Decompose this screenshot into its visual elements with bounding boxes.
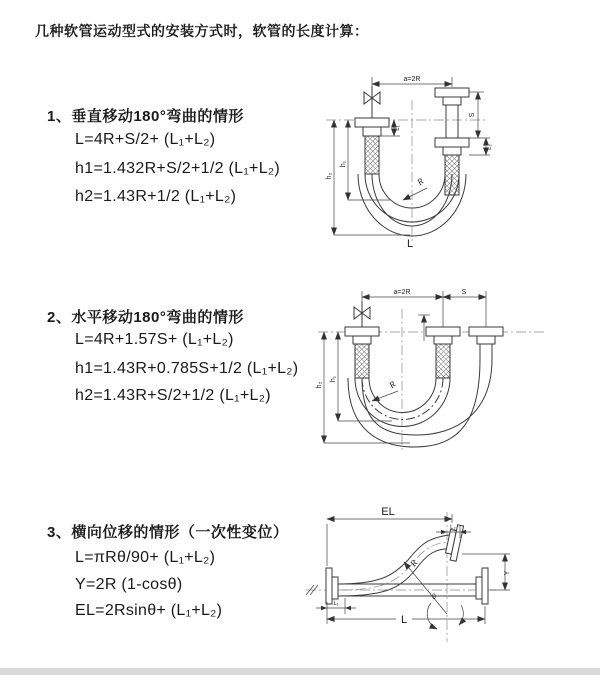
section2-formula-h1: h1=1.43R+0.785S+1/2 (L₁+L₂) <box>75 360 299 377</box>
hose-curves <box>348 359 492 447</box>
braided-hose-section <box>355 344 369 378</box>
diagram1-svg <box>318 72 496 252</box>
s-curve-hose <box>338 535 451 596</box>
dim-l2-label: L₂ <box>450 525 456 531</box>
flange <box>435 88 469 105</box>
flange <box>435 138 469 155</box>
length-label: L <box>406 238 414 250</box>
flange <box>426 327 460 344</box>
section3-heading: 3、横向位移的情形（一次性变位） <box>47 524 289 541</box>
centerlines <box>326 100 488 244</box>
page-bottom-edge <box>0 668 600 675</box>
diagram2-svg <box>312 285 595 457</box>
dim-y-label: Y <box>504 570 511 576</box>
section2-heading: 2、水平移动180°弯曲的情形 <box>47 309 244 326</box>
section2-formula-h2: h2=1.43R+S/2+1/2 (L₁+L₂) <box>75 387 271 404</box>
dim-a2r-label: a=2R <box>403 76 421 83</box>
dimensions <box>326 76 493 250</box>
page-title: 几种软管运动型式的安装方式时，软管的长度计算： <box>35 23 369 39</box>
section1-formula-L: L=4R+S/2+ (L₁+L₂) <box>75 131 216 148</box>
dim-el-label: EL <box>381 506 395 518</box>
dim-h1-label: h₁ <box>330 375 337 383</box>
dim-a2r-label: a=2R <box>393 289 411 296</box>
braided-hose-section <box>365 136 379 174</box>
dim-l2-label: L₂ <box>487 144 493 150</box>
dim-h1-label: h₁ <box>340 160 347 168</box>
section1-heading: 1、垂直移动180°弯曲的情形 <box>47 108 244 125</box>
section3-formula-L: L=πRθ/90+ (L₁+L₂) <box>75 549 216 566</box>
dim-l1-label: L₁ <box>395 125 401 131</box>
length-label: L <box>400 614 408 626</box>
left-flange <box>326 568 338 604</box>
section1-formula-h2: h2=1.43R+1/2 (L₁+L₂) <box>75 188 237 205</box>
dim-h2-label: h₂ <box>326 172 333 180</box>
left-pipe <box>355 86 389 174</box>
section3-formula-EL: EL=2Rsinθ+ (L₁+L₂) <box>75 602 223 619</box>
diagram-vertical-180-bend <box>318 72 496 257</box>
radius-label: R <box>387 378 398 391</box>
right-flange <box>476 568 488 604</box>
section3-formula-Y: Y=2R (1-cosθ) <box>75 576 183 593</box>
angle-theta-label: θ <box>432 594 436 601</box>
section2-formula-L: L=4R+1.57S+ (L₁+L₂) <box>75 331 234 348</box>
dim-h2-label: h₂ <box>316 381 323 389</box>
flange <box>469 327 503 344</box>
dim-s-label: S <box>461 289 467 296</box>
braided-hose-section <box>436 344 450 378</box>
flange <box>345 327 379 344</box>
middle-pipe <box>426 327 460 378</box>
dim-s-label: S <box>469 112 476 118</box>
diagram3-svg <box>300 502 595 667</box>
section1-formula-h1: h1=1.432R+S/2+1/2 (L₁+L₂) <box>75 160 281 177</box>
dimensions <box>316 289 486 443</box>
radius-label: R <box>415 175 426 188</box>
diagram-lateral-displacement <box>300 502 595 672</box>
flange <box>355 118 389 136</box>
right-pipe <box>469 327 503 359</box>
dim-l1-label: L₁ <box>333 601 339 607</box>
radius-label: R <box>408 557 420 569</box>
left-pipe <box>345 301 379 378</box>
diagram-horizontal-180-bend <box>312 285 595 462</box>
